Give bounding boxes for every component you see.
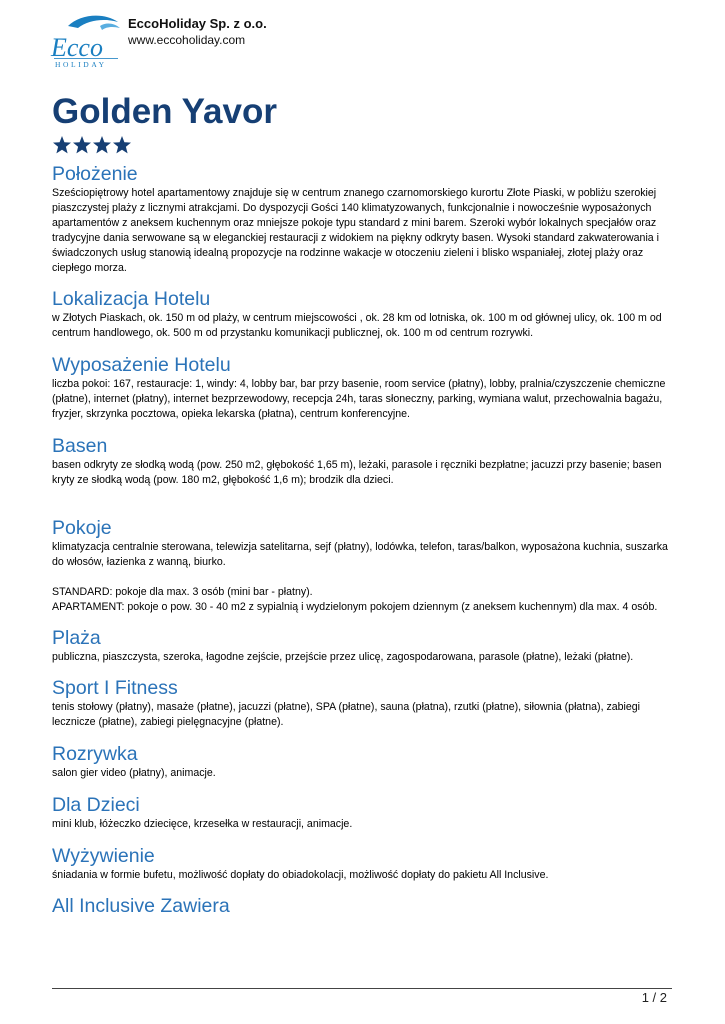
section-heading: Basen	[52, 435, 108, 457]
section-wyposazenie	[52, 353, 674, 422]
section-plaza	[52, 626, 674, 665]
section-sport	[52, 676, 674, 730]
section-lokalizacja	[52, 287, 674, 341]
section-pokoje	[52, 516, 674, 615]
section-text: mini klub, łóżeczko dziecięce, krzesełka w restauracji, animacje.	[52, 818, 353, 830]
section-text: klimatyzacja centralnie sterowana, telewizja satelitarna, sejf (płatny), lodówka, telefon, taras/balkon, wyposażona kuchnia, suszarka do włosów, łazienka z wanną, biurko.	[52, 541, 668, 568]
hotel-description	[52, 162, 674, 918]
section-heading: Lokalizacja Hotelu	[52, 288, 211, 310]
logo-subtitle: HOLIDAY	[55, 60, 107, 69]
company-info	[128, 16, 267, 48]
section-text: w Złotych Piaskach, ok. 150 m od plaży, w centrum miejscowości , ok. 28 km od lotniska, ok. 100 m od głównej ulicy, ok. 100 m od centrum handlowego, ok. 500 m od przystanku komunikacji publicznej, ok. 100 m od centrum rozrywki.	[52, 312, 662, 339]
section-heading: All Inclusive Zawiera	[52, 895, 230, 917]
hotel-title: Golden Yavor	[52, 92, 277, 131]
section-all-inclusive	[52, 894, 674, 918]
footer-divider	[52, 988, 672, 989]
room-standard-text: STANDARD: pokoje dla max. 3 osób (mini bar - płatny).	[52, 586, 313, 598]
section-heading: Wyposażenie Hotelu	[52, 354, 231, 376]
section-rozrywka	[52, 742, 674, 781]
star-icon	[72, 134, 92, 156]
section-heading: Plaża	[52, 627, 101, 649]
section-heading: Pokoje	[52, 517, 112, 539]
section-heading: Rozrywka	[52, 743, 138, 765]
section-heading: Wyżywienie	[52, 845, 155, 867]
section-heading: Położenie	[52, 163, 138, 185]
section-heading: Sport I Fitness	[52, 677, 178, 699]
section-text: basen odkryty ze słodką wodą (pow. 250 m2, głębokość 1,65 m), leżaki, parasole i ręczniki bezpłatne; jacuzzi przy basenie; basen kryty ze słodką wodą (pow. 180 m2, głębokość 1,6 m); brodzik dla dzieci.	[52, 459, 662, 486]
ecco-holiday-logo	[48, 12, 122, 70]
section-text: Sześciopiętrowy hotel apartamentowy znajduje się w centrum znanego czarnomorskiego kurortu Złote Piaski, w pobliżu szerokiej piaszczystej plaży z licznymi atrakcjami. Do dyspozycji Gości 140 klimatyzowanych, funkcjonalnie i nowocześnie wyposażonych apartamentów z aneksem kuchennym oraz mniejsze pokoje typu standard z mini barem. Szeroki wybór lokalnych specjałów oraz tradycyjne dania serwowane są w eleganckiej restauracji z widokiem na piękny odkryty basen. Wysoki standard zakwaterowania i świadczonych usług stanowią idealną propozycje na rodzinne wakacje w otoczeniu zieleni i blisko wspaniałej, złotej plaży oraz ciepłego morza.	[52, 187, 659, 274]
logo-wordmark: Ecco	[51, 33, 103, 62]
section-basen	[52, 434, 674, 488]
section-dla-dzieci	[52, 793, 674, 832]
company-url[interactable]: www.eccoholiday.com	[128, 33, 246, 47]
header	[48, 12, 688, 72]
star-icon	[112, 134, 132, 156]
room-apartament-text: APARTAMENT: pokoje o pow. 30 - 40 m2 z sypialnią i wydzielonym pokojem dziennym (z aneksem kuchennym) dla max. 4 osób.	[52, 601, 658, 613]
section-text: publiczna, piaszczysta, szeroka, łagodne zejście, przejście przez ulicę, zagospodarowana, parasole (płatne), leżaki (płatne).	[52, 651, 634, 663]
section-text: salon gier video (płatny), animacje.	[52, 767, 216, 779]
section-text: śniadania w formie bufetu, możliwość dopłaty do obiadokolacji, możliwość dopłaty do pakietu All Inclusive.	[52, 869, 549, 881]
section-text: liczba pokoi: 167, restauracje: 1, windy: 4, lobby bar, bar przy basenie, room service (płatny), lobby, pralnia/czyszczenie chemiczne (płatne), internet (płatny), internet bezprzewodowy, recepcja 24h, taras słoneczny, parking, wymiana walut, przechowalnia bagażu, fryzjer, skrzynka pocztowa, opieka lekarska (płatna), centrum konferencyjne.	[52, 378, 666, 420]
section-polozenie	[52, 162, 674, 276]
company-name: EccoHoliday Sp. z o.o.	[128, 16, 267, 31]
section-text: tenis stołowy (płatny), masaże (płatne), jacuzzi (płatne), SPA (płatne), sauna (płatna), rzutki (płatne), siłownia (płatna), zabiegi lecznicze (płatne), zabiegi pielęgnacyjne (płatne).	[52, 701, 641, 728]
section-wyzywienie	[52, 844, 674, 883]
star-icon	[92, 134, 112, 156]
page-number: 1 / 2	[641, 990, 667, 1005]
hotel-stars	[52, 134, 132, 156]
star-icon	[52, 134, 72, 156]
section-heading: Dla Dzieci	[52, 794, 140, 816]
